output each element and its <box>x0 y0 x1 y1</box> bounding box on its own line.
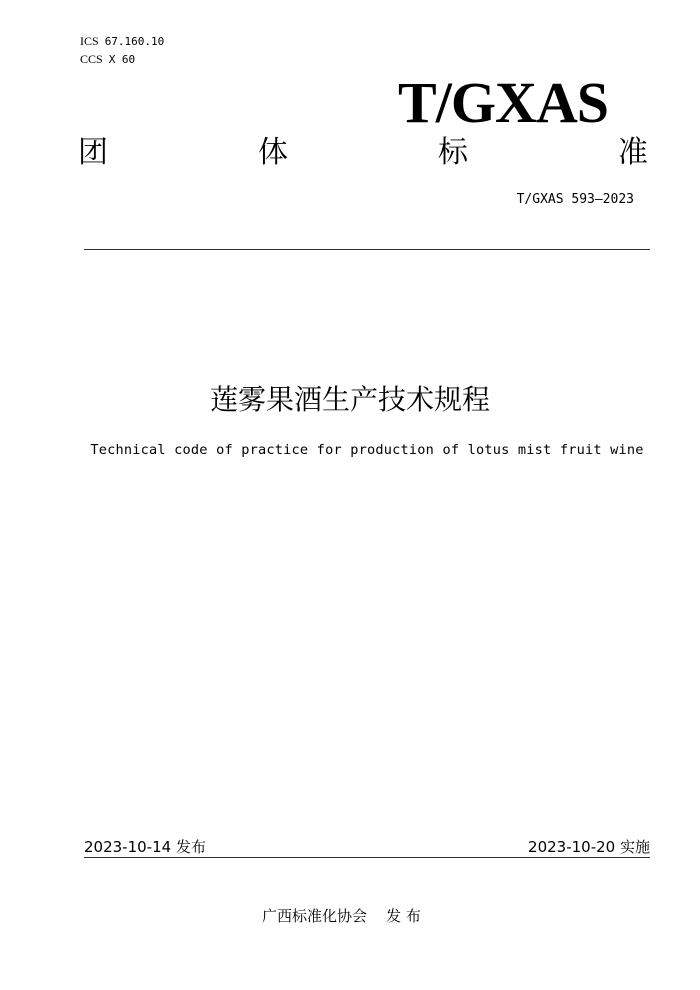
ics-label: ICS <box>80 34 99 48</box>
doc-type-char: 团 <box>78 135 108 170</box>
doc-type-char: 标 <box>438 135 468 170</box>
doc-type-char: 准 <box>618 135 648 170</box>
issue-date: 2023-10-14 发布 <box>84 838 206 856</box>
doc-type-char: 体 <box>258 135 288 170</box>
publisher: 广西标准化协会 发 布 <box>262 907 421 925</box>
ics-code <box>80 34 164 49</box>
implement-date: 2023-10-20 实施 <box>528 838 650 856</box>
ccs-code <box>80 52 135 67</box>
title-english: Technical code of practice for production of lotus mist fruit wine <box>90 442 644 458</box>
divider-bottom <box>84 857 650 858</box>
document-type <box>78 134 648 172</box>
ccs-value: X 60 <box>108 53 136 66</box>
standard-number: T/GXAS 593—2023 <box>516 192 634 207</box>
ics-value: 67.160.10 <box>104 35 165 48</box>
title-chinese: 莲雾果酒生产技术规程 <box>209 383 490 416</box>
ccs-label: CCS <box>80 52 103 66</box>
divider-top <box>84 249 650 250</box>
standard-logo: T/GXAS <box>398 70 608 135</box>
